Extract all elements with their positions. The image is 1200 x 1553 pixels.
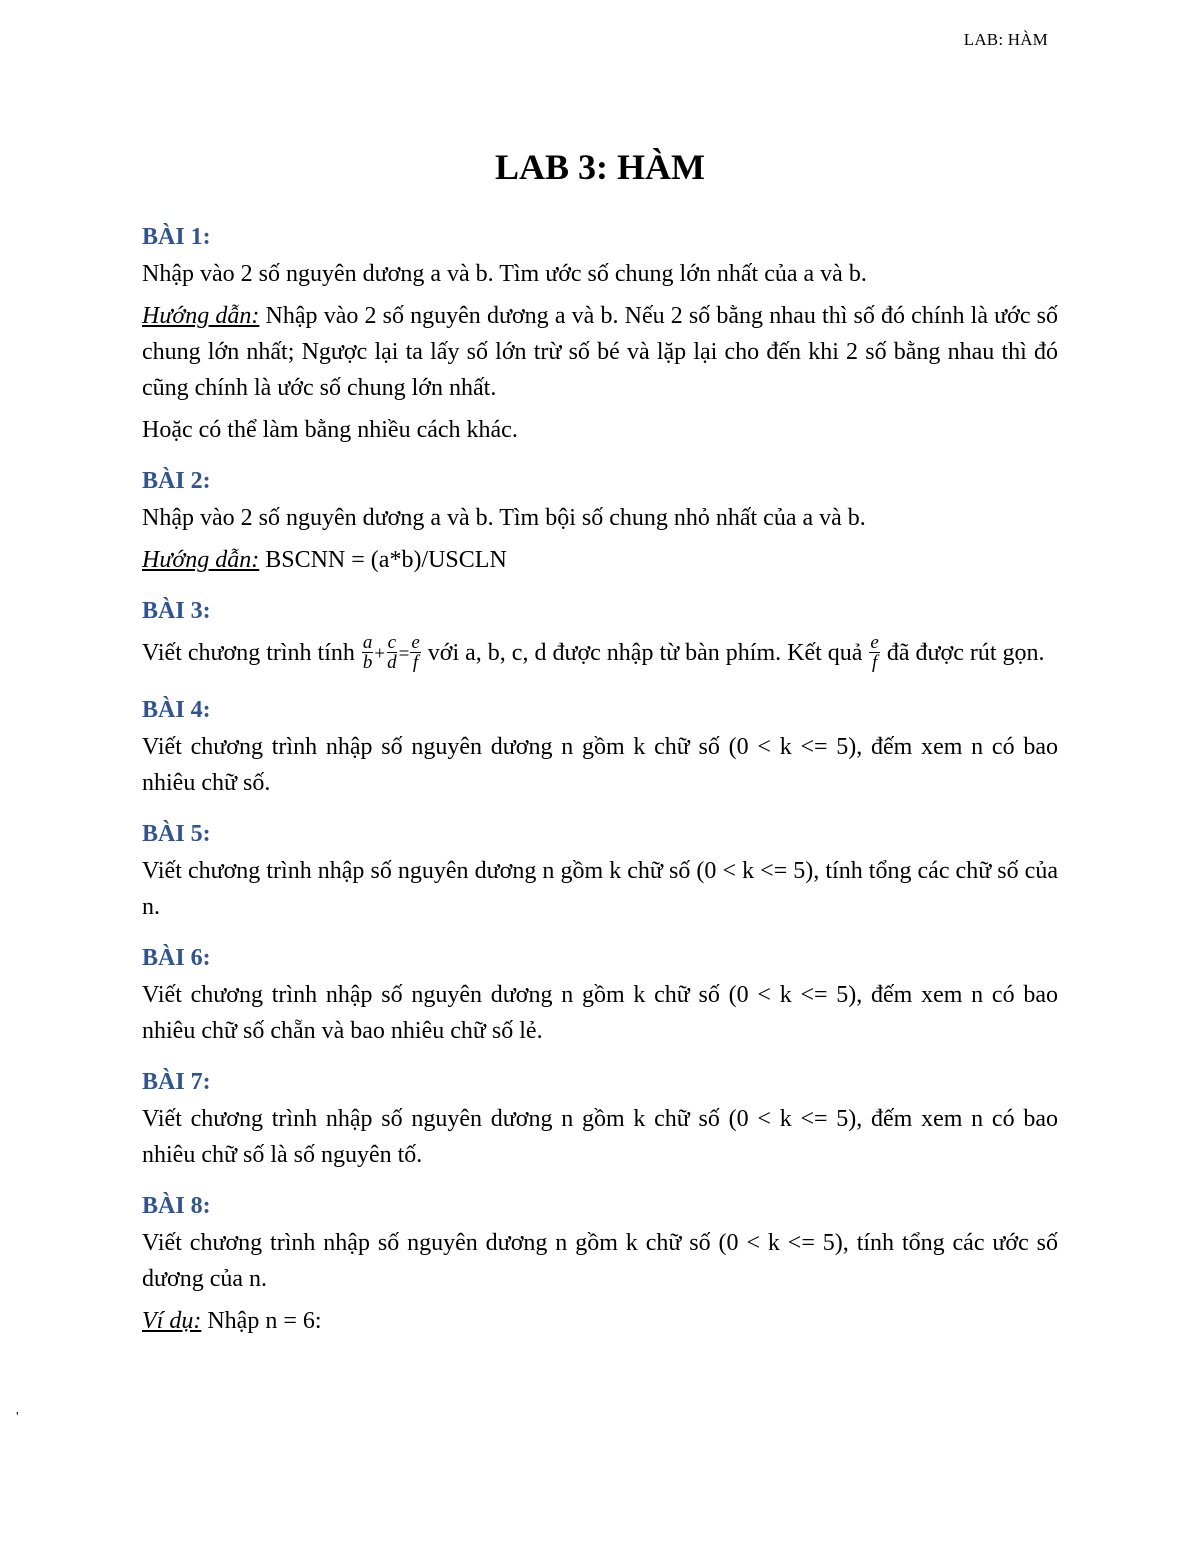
guide-text: BSCNN = (a*b)/USCLN [259, 547, 507, 573]
guide-label: Hướng dẫn: [142, 547, 260, 573]
task-prefix: Viết chương trình tính [142, 640, 361, 666]
exercise-heading: BÀI 4: [142, 697, 211, 724]
fraction-numerator: e [870, 631, 879, 653]
exercise-task: Viết chương trình nhập số nguyên dương n gồm k chữ số (0 < k <= 5), đếm xem n có bao nhiêu chữ số chẵn và bao nhiêu chữ số lẻ. [142, 982, 1058, 1045]
exercise-6 [142, 943, 1058, 1049]
equals-sign: = [398, 643, 410, 665]
exercise-task: Nhập vào 2 số nguyên dương a và b. Tìm ước số chung lớn nhất của a và b. [142, 261, 867, 287]
fraction-denominator: b [362, 651, 373, 673]
exercise-heading: BÀI 8: [142, 1193, 211, 1220]
exercise-1 [142, 222, 1058, 448]
exercise-5 [142, 819, 1058, 925]
plus-sign: + [374, 643, 386, 665]
exercise-3 [142, 596, 1058, 677]
exercise-7 [142, 1067, 1058, 1173]
exercise-task [142, 630, 1058, 677]
fraction-c-d [386, 633, 398, 672]
fraction-result-e-f [869, 633, 879, 672]
fraction-e-f [410, 633, 420, 672]
margin-mark: ' [16, 1410, 19, 1425]
exercise-extra: Hoặc có thể làm bằng nhiều cách khác. [142, 417, 518, 443]
exercise-2 [142, 466, 1058, 578]
guide-label: Hướng dẫn: [142, 303, 260, 329]
exercise-4 [142, 695, 1058, 801]
exercise-heading: BÀI 6: [142, 945, 211, 972]
exercise-guide [142, 298, 1058, 406]
document-body [142, 222, 1058, 1357]
exercise-example [142, 1303, 1058, 1339]
guide-text: Nhập vào 2 số nguyên dương a và b. Nếu 2 số bằng nhau thì số đó chính là ước số chung lớn nhất; Ngược lại ta lấy số lớn trừ số bé và lặp lại cho đến khi 2 số bằng nhau thì đó cũng chính là ước số chung lớn nhất. [142, 303, 1058, 401]
page-title: LAB 3: HÀM [495, 147, 705, 187]
exercise-heading: BÀI 2: [142, 468, 211, 494]
fraction-numerator: a [362, 631, 373, 653]
fraction-numerator: e [411, 631, 420, 653]
fraction-denominator: f [872, 651, 878, 673]
fraction-numerator: c [387, 631, 397, 653]
fraction-a-b [362, 633, 374, 672]
exercise-heading: BÀI 3: [142, 598, 211, 624]
running-header: LAB: HÀM [963, 30, 1048, 49]
exercise-heading: BÀI 5: [142, 821, 211, 848]
fraction-denominator: f [412, 651, 419, 673]
exercise-task: Viết chương trình nhập số nguyên dương n gồm k chữ số (0 < k <= 5), đếm xem n có bao nhiêu chữ số. [142, 734, 1058, 797]
exercise-guide [142, 542, 1058, 578]
example-label: Ví dụ: [142, 1308, 202, 1335]
exercise-heading: BÀI 1: [142, 224, 211, 250]
example-text: Nhập n = 6: [201, 1308, 322, 1335]
exercise-heading: BÀI 7: [142, 1069, 211, 1096]
task-suffix: đã được rút gọn. [880, 640, 1045, 666]
fraction-denominator: d [387, 651, 397, 673]
exercise-task: Nhập vào 2 số nguyên dương a và b. Tìm bội số chung nhỏ nhất của a và b. [142, 505, 866, 531]
exercise-task: Viết chương trình nhập số nguyên dương n gồm k chữ số (0 < k <= 5), tính tổng các ước số dương của n. [142, 1230, 1058, 1293]
exercise-8 [142, 1191, 1058, 1339]
exercise-task: Viết chương trình nhập số nguyên dương n gồm k chữ số (0 < k <= 5), đếm xem n có bao nhiêu chữ số là số nguyên tố. [142, 1106, 1058, 1169]
task-middle: với a, b, c, d được nhập từ bàn phím. Kết quả [421, 640, 869, 666]
exercise-task: Viết chương trình nhập số nguyên dương n gồm k chữ số (0 < k <= 5), tính tổng các chữ số của n. [142, 858, 1058, 921]
